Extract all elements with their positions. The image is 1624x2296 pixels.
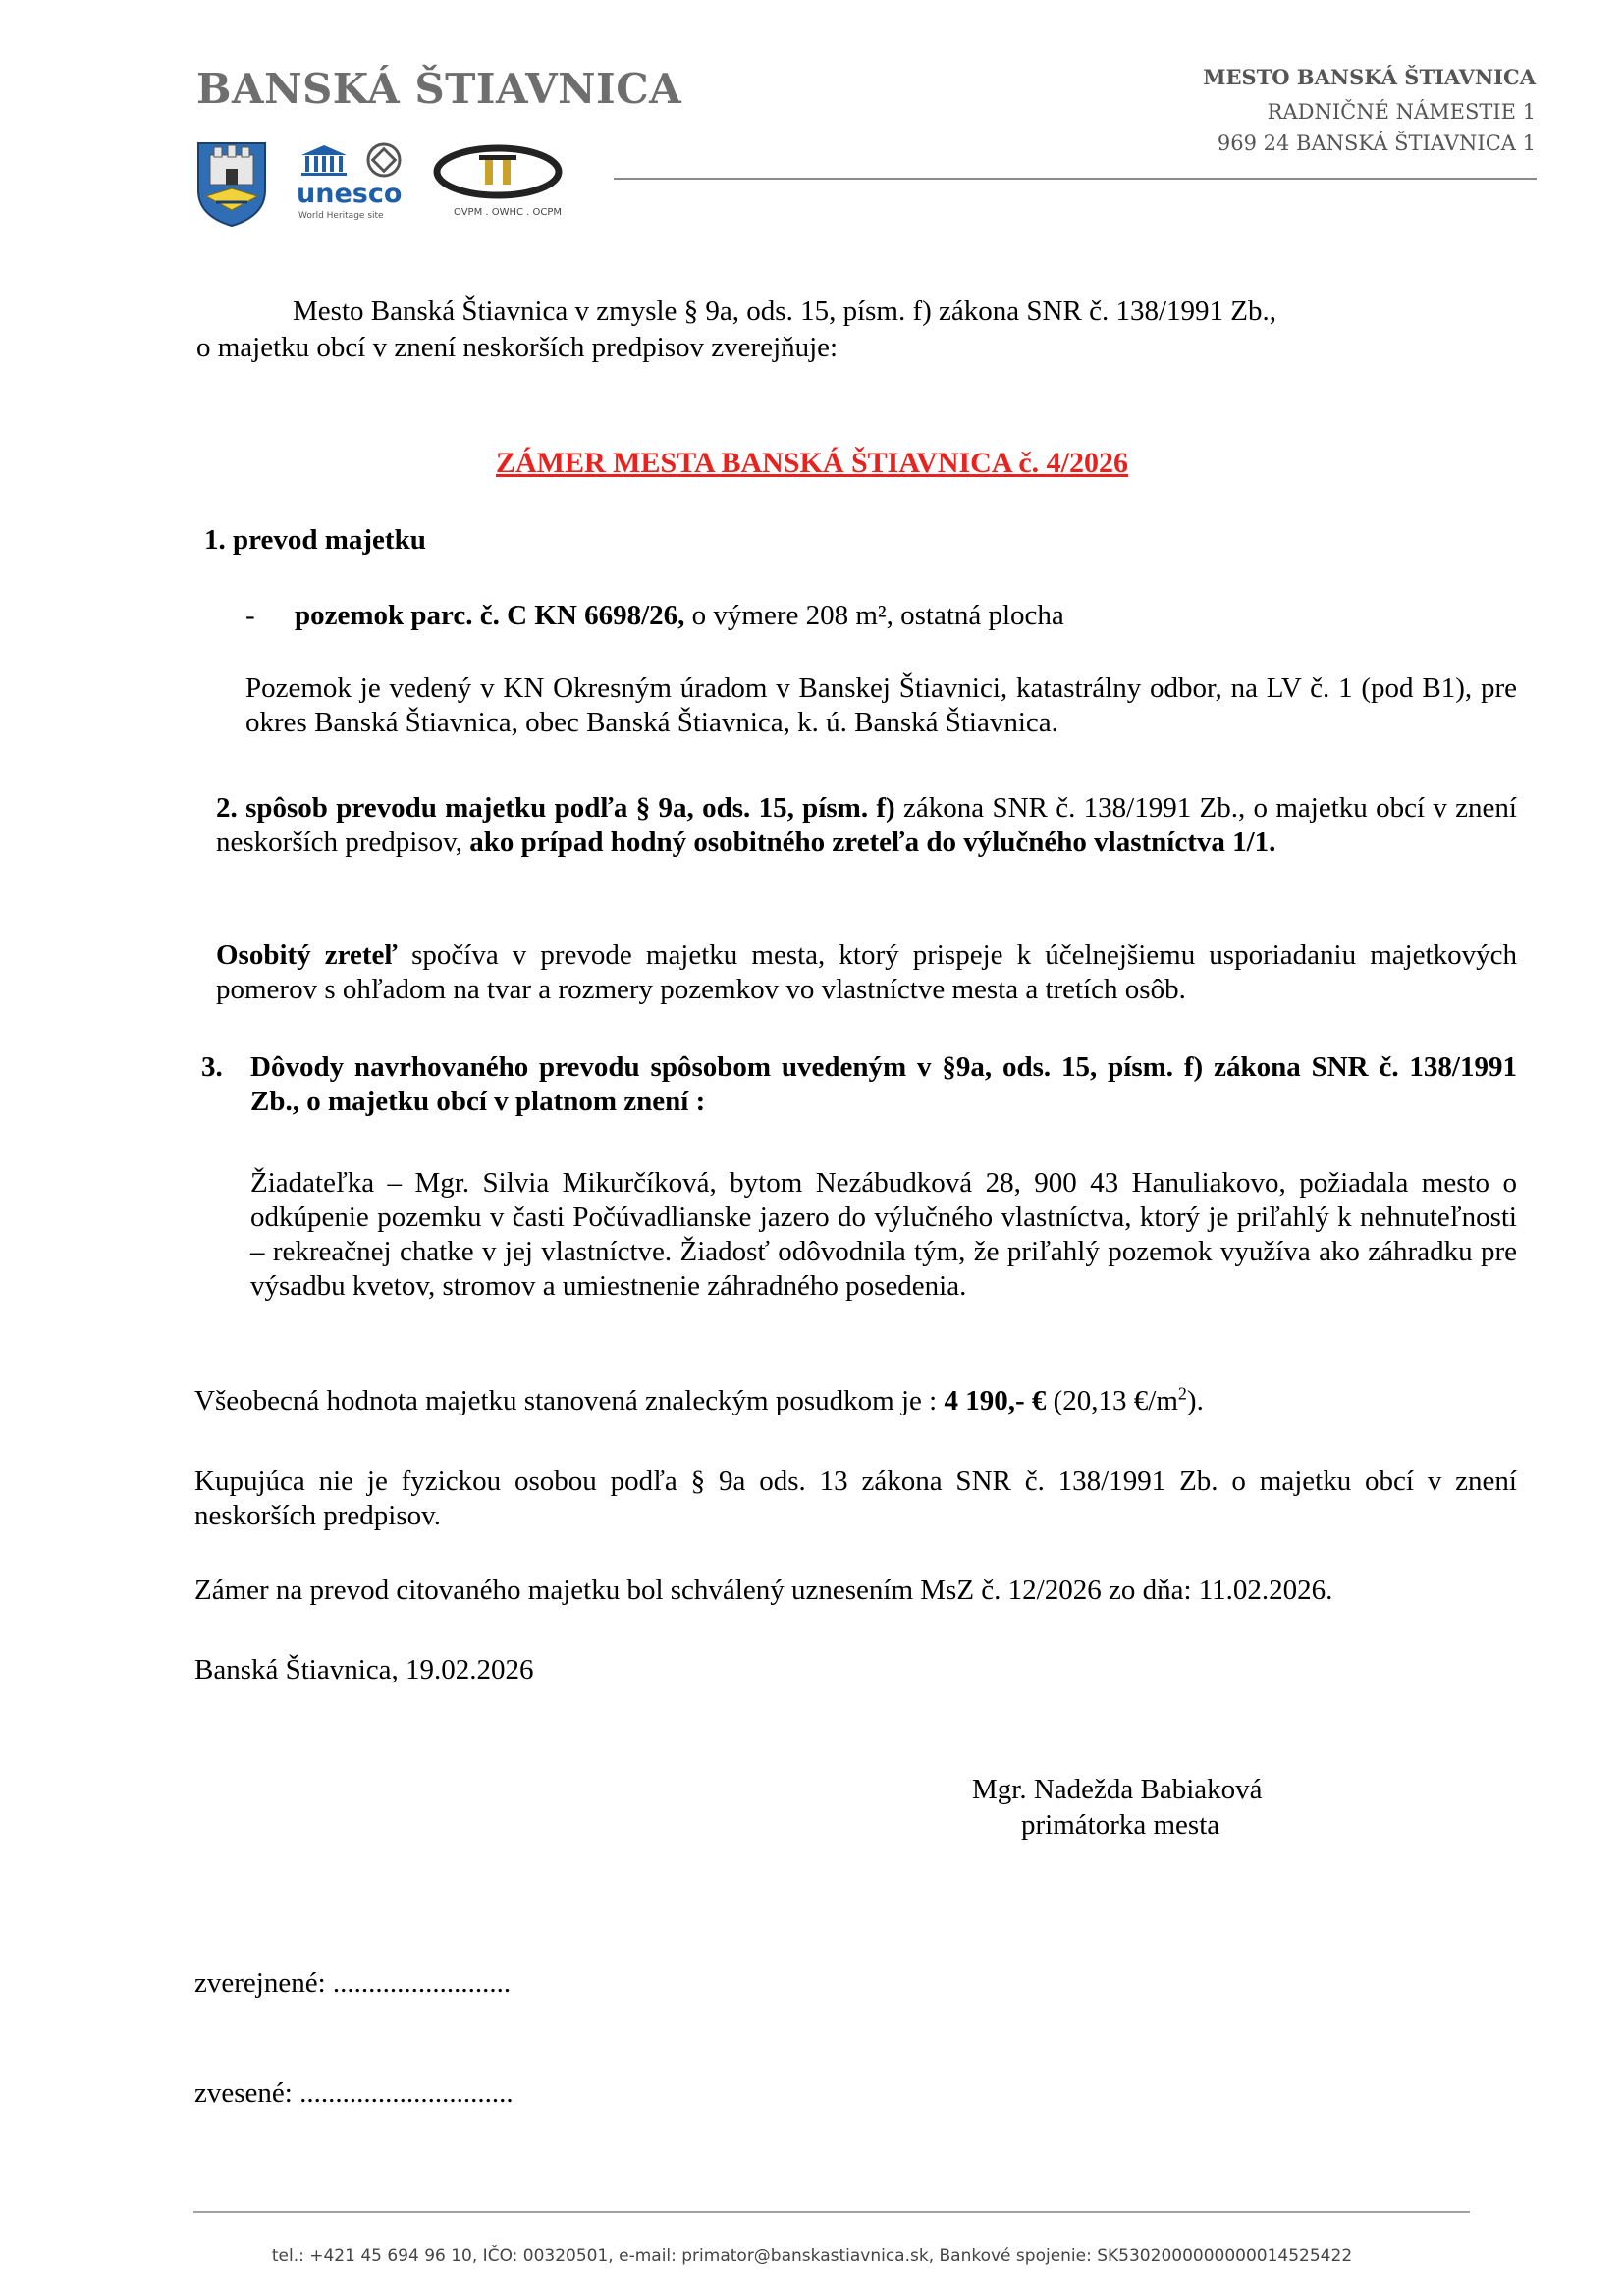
parcel-id: pozemok parc. č. C KN 6698/26,: [295, 600, 685, 631]
section1-paragraph: Pozemok je vedený v KN Okresným úradom v Banskej Štiavnici, katastrálny odbor, na LV č. 1 (pod B1), pre okres Banská Štiavnica, obec Banská Štiavnica, k. ú. Banská Štiavnica.: [245, 672, 1517, 738]
section3-paragraph: Žiadateľka – Mgr. Silvia Mikurčíková, bytom Nezábudková 28, 900 43 Hanuliakovo, požiadala mesto o odkúpenie pozemku v časti Počúvadlianske jazero do výlučného vlastníctva, ktorý je priľahlý k nehnuteľnosti – rekreačnej chatke v jej vlastníctve. Žiadosť odôvodnila tým, že priľahlý pozemok využíva ako záhradku pre výsadbu kvetov, stromov a umiestnenie záhradného posedenia.: [250, 1167, 1517, 1302]
value-amount: 4 190,- €: [944, 1385, 1047, 1416]
bullet-dash: -: [245, 600, 255, 631]
coat-of-arms-icon: [196, 141, 267, 228]
section1-heading: 1. prevod majetku: [204, 524, 426, 556]
logo-title: BANSKÁ ŠTIAVNICA: [196, 65, 682, 113]
section2-heading-bold2: ako prípad hodný osobitného zreteľa do výlučného vlastníctva 1/1.: [469, 827, 1276, 858]
world-heritage-icon: [365, 141, 403, 179]
buyer-paragraph: Kupujúca nie je fyzickou osobou podľa § 9a ods. 13 zákona SNR č. 138/1991 Zb. o majetku obcí v znení neskorších predpisov.: [194, 1466, 1517, 1531]
approval-line: Zámer na prevod citovaného majetku bol schválený uznesením MsZ č. 12/2026 zo dňa: 11.02.2026.: [194, 1575, 1333, 1606]
unesco-subtitle: World Heritage site: [298, 211, 384, 221]
parcel-area: o výmere 208 m², ostatná plocha: [684, 600, 1064, 631]
special-reason-label: Osobitý zreteľ: [216, 939, 398, 971]
parcel-item: [295, 599, 1064, 633]
value-line: [194, 1384, 1204, 1418]
removed-line: zvesené: ..............................: [194, 2077, 514, 2109]
section2-paragraph: [216, 938, 1517, 1007]
section3-number: 3.: [201, 1051, 223, 1083]
section2-heading-bold: 2. spôsob prevodu majetku podľa § 9a, ods. 15, písm. f): [216, 792, 895, 824]
document-title: ZÁMER MESTA BANSKÁ ŠTIAVNICA č. 4/2026: [496, 447, 1128, 479]
intro-line-1: Mesto Banská Štiavnica v zmysle § 9a, ods. 15, písm. f) zákona SNR č. 138/1991 Zb.,: [293, 295, 1276, 327]
unesco-label: unesco: [297, 179, 403, 209]
intro-line-2: o majetku obcí v znení neskorších predpisov zverejňuje:: [196, 332, 839, 363]
signatory-role: primátorka mesta: [1021, 1809, 1220, 1841]
value-close: ).: [1186, 1385, 1204, 1416]
value-unit-price: (20,13 €/m: [1046, 1385, 1178, 1416]
special-reason-text: spočíva v prevode majetku mesta, ktorý prispeje k účelnejšiemu usporiadaniu majetkových pomerov s ohľadom na tvar a rozmery pozemkov vo vlastníctve mesta a tretích osôb.: [216, 939, 1517, 1005]
place-date: Banská Štiavnica, 19.02.2026: [194, 1654, 534, 1685]
ovpm-label: OVPM . OWHC . OCPM: [454, 207, 563, 218]
footer-divider: [193, 2211, 1470, 2213]
section2-heading: [216, 791, 1517, 860]
header-divider: [614, 178, 1537, 180]
ovpm-logo-icon: [432, 143, 564, 200]
value-sup: 2: [1177, 1383, 1187, 1404]
address-line-3: 969 24 BANSKÁ ŠTIAVNICA 1: [1217, 132, 1536, 155]
section3-heading: Dôvody navrhovaného prevodu spôsobom uvedeným v §9a, ods. 15, písm. f) zákona SNR č. 138/1991 Zb., o majetku obcí v platnom znení :: [250, 1051, 1517, 1117]
section2-heading-rest: zákona SNR č. 138/1991 Zb., o majetku obcí v znení neskorších predpisov,: [216, 792, 1517, 858]
footer-contact: tel.: +421 45 694 96 10, IČO: 00320501, e-mail: primator@banskastiavnica.sk, Bankové spojenie: SK5302000000000014525422: [271, 2246, 1353, 2266]
unesco-temple-icon: [299, 143, 349, 177]
address-line-2: RADNIČNÉ NÁMESTIE 1: [1267, 100, 1536, 124]
address-line-1: MESTO BANSKÁ ŠTIAVNICA: [1203, 65, 1536, 89]
signatory-name: Mgr. Nadežda Babiaková: [972, 1774, 1263, 1805]
value-text: Všeobecná hodnota majetku stanovená znaleckým posudkom je :: [194, 1385, 945, 1416]
published-line: zverejnené: .........................: [194, 1967, 512, 1999]
